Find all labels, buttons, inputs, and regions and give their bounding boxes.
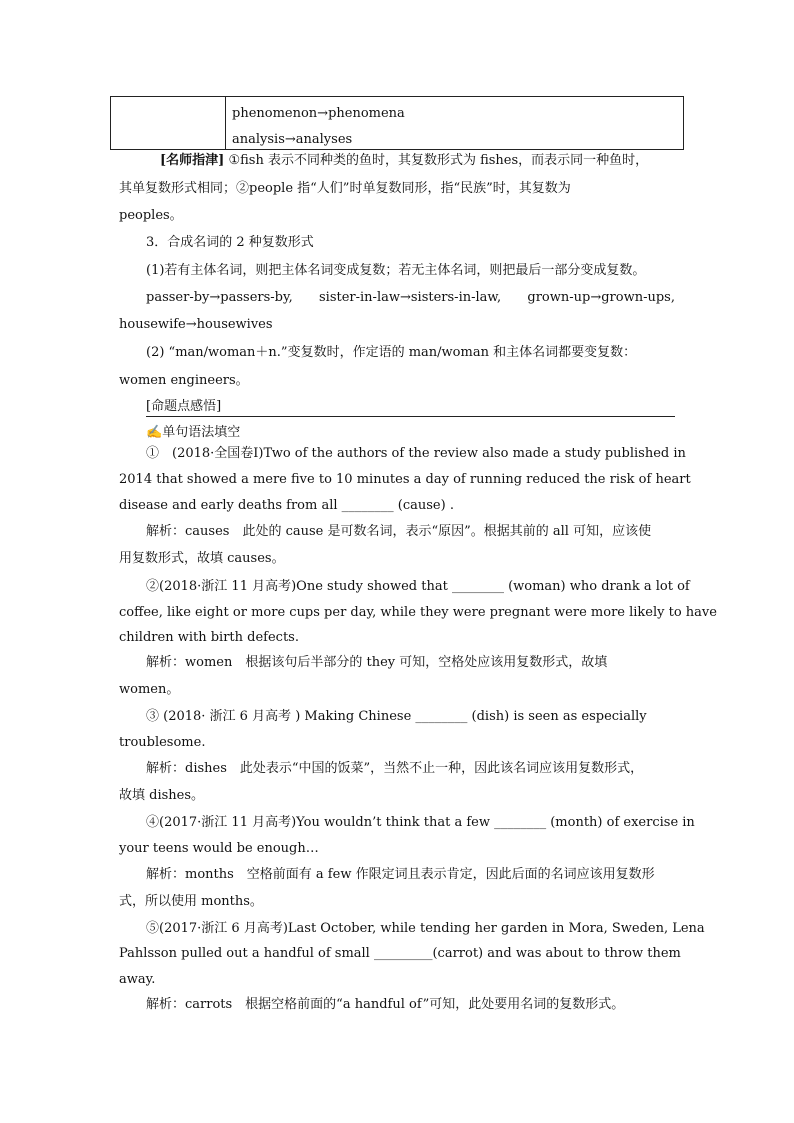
section3-examples [146, 289, 675, 307]
q1-line-3: disease and early deaths from all ________ (cause) . [119, 498, 454, 513]
q1-answer-2: 用复数形式，故填 causes。 [119, 551, 285, 566]
q2-answer-1: 解析：women 根据该句后半部分的 they 可知，空格处应该用复数形式，故填 [146, 655, 608, 670]
q5-line-3: away. [119, 972, 156, 987]
exercise-header [146, 398, 675, 417]
section3-rule-1: (1)若有主体名词，则把主体名词变成复数；若无主体名词，则把最后一部分变成复数。 [146, 263, 646, 278]
q3-line-2: troublesome. [119, 735, 206, 750]
exercise-subheading [146, 424, 240, 442]
plural-table [110, 96, 684, 150]
q2-line-2: coffee, like eight or more cups per day, while they were pregnant were more likely to have [119, 605, 717, 620]
q3-answer-2: 故填 dishes。 [119, 788, 205, 803]
tip-text-1: ①fish 表示不同种类的鱼时，其复数形式为 fishes，而表示同一种鱼时， [228, 153, 649, 168]
exercise-header-label: [命题点感悟] [146, 399, 222, 414]
table-content-cell [226, 97, 683, 149]
q3-answer-1: 解析：dishes 此处表示“中国的饭菜”，当然不止一种，因此该名词应该用复数形式， [146, 761, 644, 776]
tip-line-3: peoples。 [119, 208, 183, 223]
tip-line-1 [160, 152, 648, 170]
exercise-subheading-text: 单句语法填空 [162, 425, 241, 440]
table-row-analysis: analysis→analyses [232, 132, 353, 147]
q5-line-2: Pahlsson pulled out a handful of small _________(carrot) and was about to throw them [119, 946, 681, 961]
example-housewife: housewife→housewives [119, 317, 273, 332]
example-grown-up: grown-up→grown-ups, [527, 290, 675, 305]
q1-answer-1: 解析：causes 此处的 cause 是可数名词，表示“原因”。根据其前的 all 可知，应该使 [146, 524, 652, 539]
section3-rule-2: (2) “man/woman＋n.”变复数时，作定语的 man/woman 和主体名词都要变复数： [146, 345, 637, 360]
q4-answer-1: 解析：months 空格前面有 a few 作限定词且表示肯定，因此后面的名词应该用复数形 [146, 867, 655, 882]
example-passer-by: passer-by→passers-by, [146, 290, 293, 305]
tip-line-2: 其单复数形式相同；②people 指“人们”时单复数同形，指“民族”时，其复数为 [119, 181, 571, 196]
q2-line-1: ②(2018·浙江 11 月高考)One study showed that ________ (woman) who drank a lot of [146, 579, 690, 594]
q3-line-1: ③ (2018· 浙江 6 月高考 ) Making Chinese ________ (dish) is seen as especially [146, 709, 647, 724]
table-row-phenomenon: phenomenon→phenomena [232, 106, 405, 121]
q5-line-1: ⑤(2017·浙江 6 月高考)Last October, while tending her garden in Mora, Sweden, Lena [146, 921, 705, 936]
q4-line-2: your teens would be enough… [119, 841, 319, 856]
q1-line-2: 2014 that showed a mere five to 10 minutes a day of running reduced the risk of heart [119, 472, 691, 487]
q4-answer-2: 式，所以使用 months。 [119, 894, 263, 909]
q5-answer-1: 解析：carrots 根据空格前面的“a handful of”可知，此处要用名词的复数形式。 [146, 997, 625, 1012]
table-empty-cell [111, 97, 226, 149]
example-sister-in-law: sister-in-law→sisters-in-law, [319, 290, 502, 305]
pencil-icon: ✍ [146, 425, 163, 440]
q2-answer-2: women。 [119, 682, 180, 697]
q2-line-3: children with birth defects. [119, 630, 299, 645]
section3-rule-2-example: women engineers。 [119, 373, 249, 388]
q4-line-1: ④(2017·浙江 11 月高考)You wouldn’t think that a few ________ (month) of exercise in [146, 815, 695, 830]
q1-line-1: ① (2018·全国卷Ⅰ)Two of the authors of the review also made a study published in [146, 446, 686, 461]
section3-heading: 3．合成名词的 2 种复数形式 [146, 235, 314, 250]
tip-label: [名师指津] [160, 153, 225, 168]
